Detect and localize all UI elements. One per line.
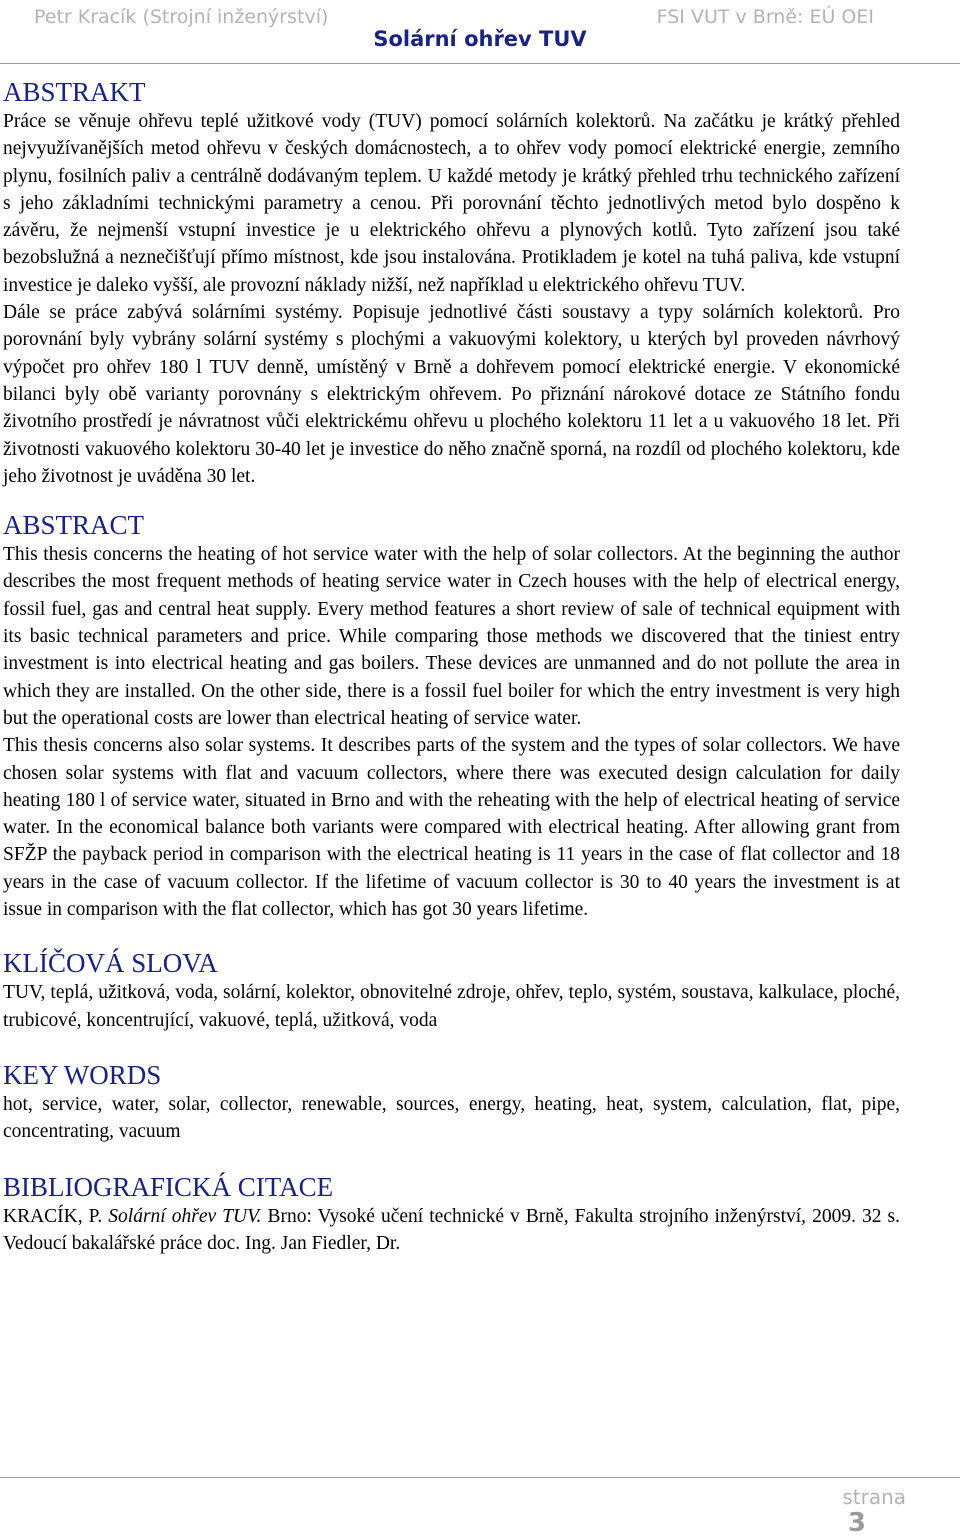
header-author: Petr Kracík (Strojní inženýrství): [34, 6, 329, 28]
abstrakt-paragraph-1: Práce se věnuje ohřevu teplé užitkové vody (TUV) pomocí solárních kolektorů. Na začátku je krátký přehled nejvyužívanějších metod ohřevu v českých domácnostech, a to ohřev vody pomocí elektrické energie, zemního plynu, fosilních paliv a centrálně dodávaným teplem. U každé metody je krátký přehled trhu technického zařízení s jeho základními technickými parametry a cenou. Při porovnání těchto jednotlivých metod bylo dospěno k závěru, že nejmenší vstupní investice je u elektrického ohřevu a plynových kotlů. Tyto zařízení jsou také bezobslužná a neznečišťují přímo místnost, kde jsou instalována. Protikladem je kotel na tuhá paliva, kde vstupní investice je daleko vyšší, ale provozní náklady nižší, než například u elektrického ohřevu TUV.: [3, 111, 900, 296]
section-abstract: [3, 509, 900, 923]
abstrakt-heading: ABSTRAKT: [3, 77, 146, 107]
abstrakt-paragraph-2: Dále se práce zabývá solárními systémy. Popisuje jednotlivé části soustavy a typy solárních kolektorů. Pro porovnání byly vybrány solární systémy s plochými a vakuovými kolektory, u kterých byl proveden návrhový výpočet pro ohřev 180 l TUV denně, umístěný v Brně a dohřevem pomocí elektrické energie. V ekonomické bilanci byly obě varianty porovnány s elektrickým ohřevem. Po přiznání nárokové dotace ze Státního fondu životního prostředí je návratnost vůči elektrickému ohřevu u plochého kolektoru 11 let a u vakuového 18 let. Při životnosti vakuového kolektoru 30-40 let je investice do něho značně sporná, na rozdíl od plochého kolektoru, kde jeho životnost je uváděna 30 let.: [3, 302, 900, 487]
abstract-paragraph-2: This thesis concerns also solar systems. It describes parts of the system and the types of solar collectors. We have chosen solar systems with flat and vacuum collectors, where there was executed design calculation for daily heating 180 l of service water, situated in Brno and with the reheating with the help of electrical heating of service water. In the economical balance both variants were compared with electrical heating. After allowing grant from SFŽP the payback period in comparison with the electrical heating is 11 years in the case of flat collector and 18 years in the case of vacuum collector. If the lifetime of vacuum collector is 30 to 40 years the investment is at issue in comparison with the flat collector, which has got 30 years lifetime.: [3, 735, 900, 921]
key-words-text: hot, service, water, solar, collector, renewable, sources, energy, heating, heat, system, calculation, flat, pipe, concentrating, vacuum: [3, 1093, 900, 1143]
klicova-slova-text: TUV, teplá, užitková, voda, solární, kolektor, obnovitelné zdroje, ohřev, teplo, systém, soustava, kalkulace, ploché, trubicové, koncentrující, vakuové, teplá, užitková, voda: [3, 982, 900, 1031]
citation-title: Solární ohřev TUV.: [108, 1205, 262, 1227]
section-key-words: [3, 1059, 900, 1146]
abstract-heading: ABSTRACT: [3, 510, 145, 541]
section-abstrakt: [3, 76, 900, 490]
footer-page-label: strana: [842, 1485, 906, 1509]
klicova-slova-heading: KLÍČOVÁ SLOVA: [3, 948, 218, 979]
bibliograficka-citace-heading: BIBLIOGRAFICKÁ CITACE: [3, 1171, 334, 1202]
citation-author: KRACÍK, P.: [3, 1205, 103, 1227]
section-bibliograficka-citace: [3, 1171, 900, 1258]
key-words-heading: KEY WORDS: [3, 1059, 162, 1090]
page-content: [3, 76, 900, 1257]
footer-divider: [0, 1477, 960, 1478]
header-divider: [0, 63, 960, 64]
section-klicova-slova: [3, 947, 900, 1034]
footer-page-number: 3: [847, 1508, 866, 1538]
citation-details: Brno: Vysoké učení technické v Brně, Fakulta strojního inženýrství, 2009. 32 s. Vedoucí bakalářské práce doc. Ing. Jan Fiedler, Dr.: [3, 1205, 901, 1254]
header-institute: FSI VUT v Brně: EÚ OEI: [656, 6, 874, 28]
citation-text: [3, 1203, 900, 1258]
page-header: [0, 0, 960, 64]
header-document-title: Solární ohřev TUV: [373, 27, 587, 51]
abstract-paragraph-1: This thesis concerns the heating of hot service water with the help of solar collectors. At the beginning the author describes the most frequent methods of heating service water in Czech houses with the help of electrical energy, fossil fuel, gas and central heat supply. Every method features a short review of sale of technical equipment with its basic technical parameters and price. While comparing those methods we discovered that the tiniest entry investment is into electrical heating and gas boilers. These devices are unmanned and do not pollute the area in which they are installed. On the other side, there is a fossil fuel boiler for which the entry investment is very high but the operational costs are lower than electrical heating of service water.: [3, 544, 900, 729]
